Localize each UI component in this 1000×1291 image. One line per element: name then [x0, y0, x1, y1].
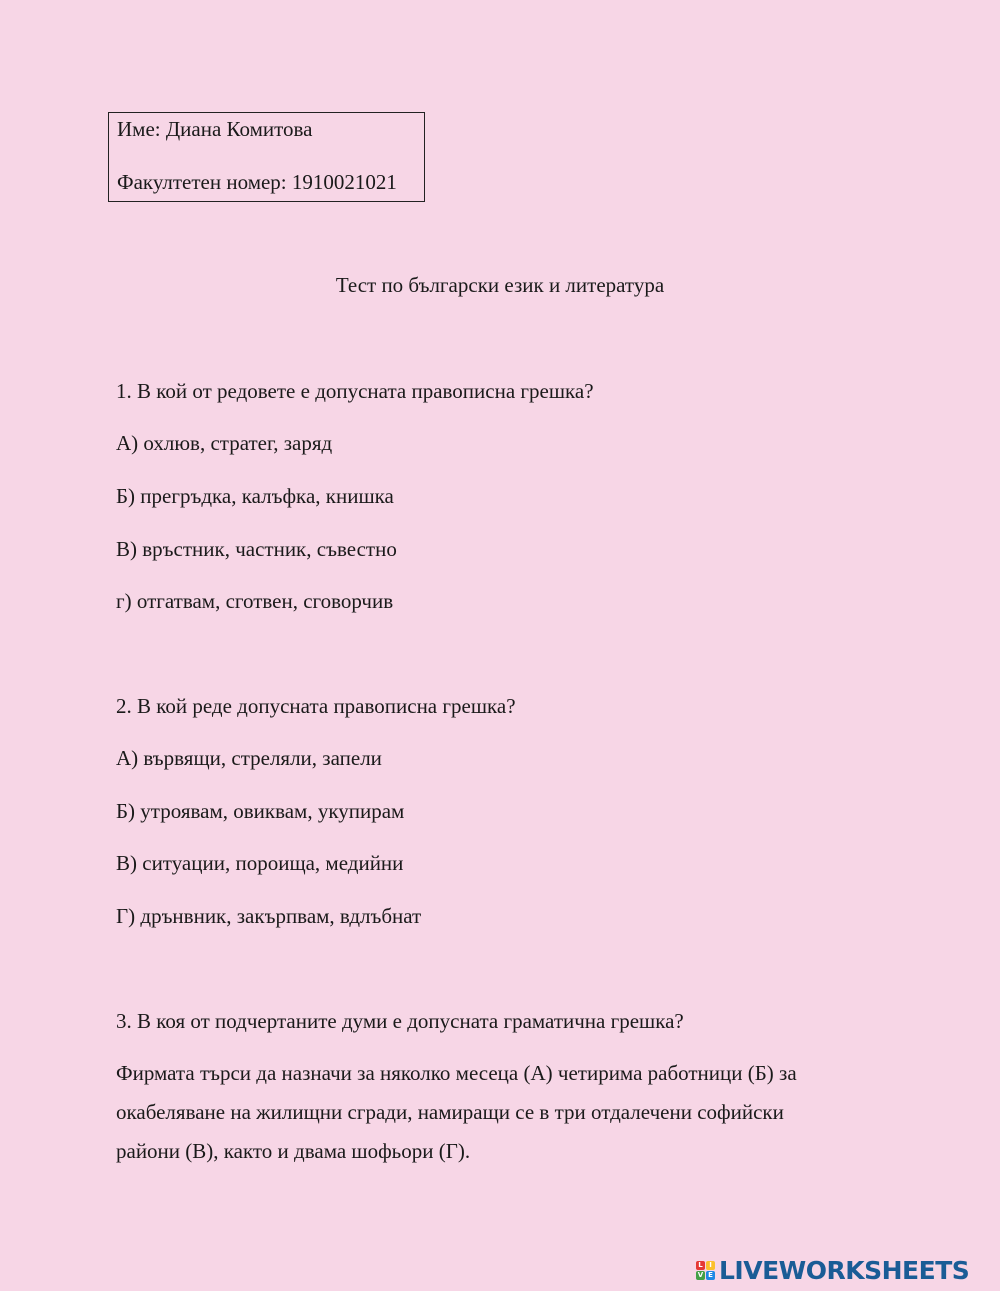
question-2-option-d: Г) дрънвник, закърпвам, вдлъбнат	[116, 904, 422, 928]
student-name: Име: Диана Комитова	[117, 117, 313, 141]
page-title: Тест по български език и литература	[335, 273, 665, 297]
logo-mark-tile-l: L	[696, 1261, 705, 1270]
question-3-paragraph-line-1: Фирмата търси да назначи за няколко месеца (А) четирима работници (Б) за	[116, 1061, 797, 1085]
question-2-option-c: В) ситуации, пороища, медийни	[116, 851, 404, 875]
logo-mark-icon	[696, 1261, 715, 1280]
question-2-option-b: Б) утроявам, овиквам, укупирам	[116, 799, 405, 823]
question-1-text: 1. В кой от редовете е допусната правописна грешка?	[116, 379, 594, 403]
liveworksheets-logo[interactable]	[696, 1255, 969, 1285]
logo-text: LIVEWORKSHEETS	[719, 1255, 970, 1285]
question-1-option-c: В) връстник, частник, съвестно	[116, 537, 397, 561]
logo-mark-tile-e: E	[706, 1271, 715, 1280]
question-3-paragraph-line-3: райони (В), както и двама шофьори (Г).	[116, 1139, 471, 1163]
logo-mark-tile-v: V	[697, 1270, 704, 1279]
question-1-option-b: Б) прегръдка, калъфка, книшка	[116, 484, 394, 508]
question-1-option-d: г) отгатвам, сготвен, сговорчив	[116, 589, 394, 613]
question-3-paragraph-line-2: окабеляване на жилищни сгради, намиращи се в три отдалечени софийски	[116, 1100, 784, 1124]
question-1-option-a: А) охлюв, стратег, заряд	[116, 431, 333, 455]
question-2-text: 2. В кой реде допусната правописна грешка?	[116, 694, 516, 718]
question-3-text: 3. В коя от подчертаните думи е допусната граматична грешка?	[116, 1009, 684, 1033]
question-2-option-a: А) вървящи, стреляли, запели	[116, 746, 382, 770]
faculty-number: Факултетен номер: 1910021021	[117, 170, 397, 194]
student-info-box	[108, 112, 425, 202]
logo-mark-tile-i: I	[706, 1261, 715, 1270]
